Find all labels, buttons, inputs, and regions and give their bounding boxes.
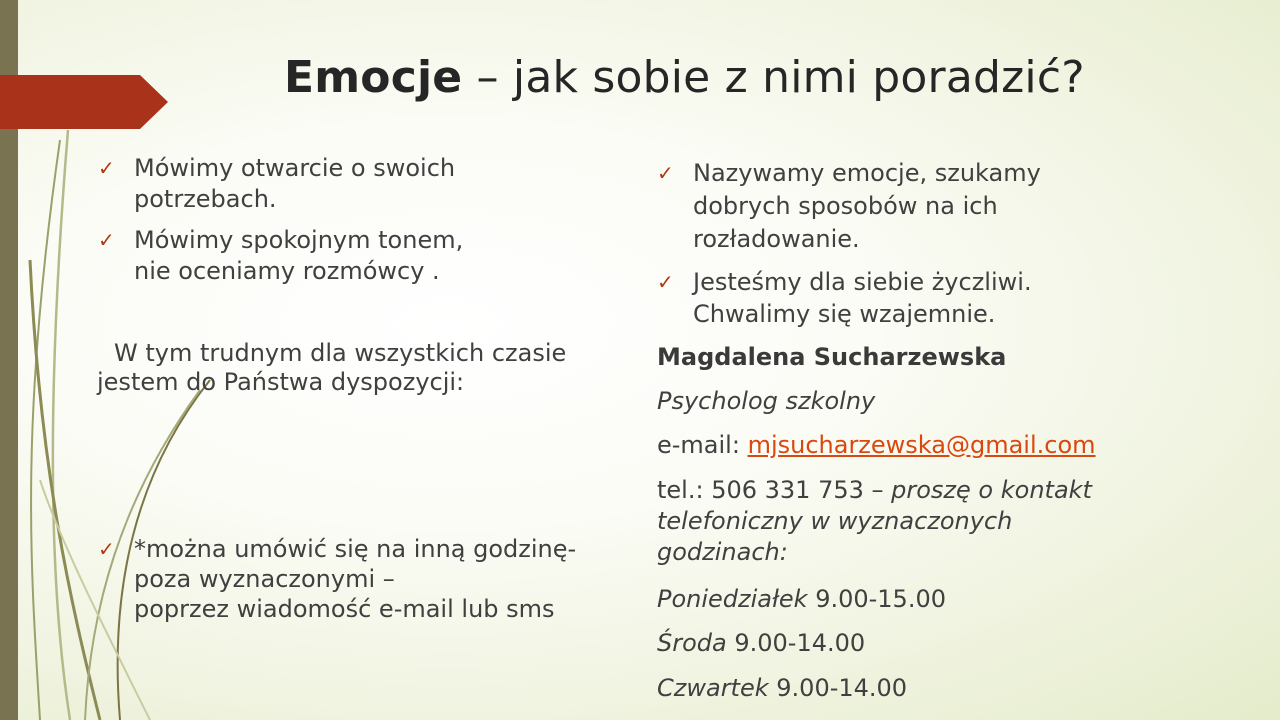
phone-note-line: telefoniczny w wyznaczonych [657, 507, 1013, 535]
check-icon: ✓ [98, 228, 115, 252]
availability-line: jestem do Państwa dyspozycji: [97, 368, 465, 396]
left-bullet-2 [98, 225, 464, 287]
left-bullet-1 [98, 153, 456, 215]
title-bold: Emocje [284, 52, 463, 103]
hours-day: Środa [657, 629, 727, 657]
hours-day: Czwartek [657, 674, 769, 702]
bullet-line: Jesteśmy dla siebie życzliwi. [693, 268, 1032, 296]
right-bullet-1 [657, 157, 1041, 256]
title-rest: – jak sobie z nimi poradzić? [462, 52, 1085, 103]
contact-role: Psycholog szkolny [657, 387, 876, 415]
phone-label: tel.: 506 331 753 – [657, 476, 892, 504]
check-icon: ✓ [657, 161, 674, 185]
hours-row-wednesday [657, 628, 865, 659]
note-line: *można umówić się na inną godzinę- [134, 535, 577, 563]
hours-time: 9.00-15.00 [807, 585, 946, 613]
hours-day: Poniedziałek [657, 585, 808, 613]
bullet-line: Nazywamy emocje, szukamy [693, 159, 1041, 187]
hours-time: 9.00-14.00 [768, 674, 908, 702]
availability-line: W tym trudnym dla wszystkich czasie [114, 339, 567, 367]
check-icon: ✓ [98, 156, 115, 180]
bullet-line: rozładowanie. [693, 225, 860, 253]
email-label: e-mail: [657, 431, 748, 459]
bullet-line: nie oceniamy rozmówcy . [134, 257, 440, 285]
hours-time: 9.00-14.00 [726, 629, 866, 657]
email-link[interactable]: mjsucharzewska@gmail.com [747, 431, 1096, 459]
right-bullet-2 [657, 266, 1032, 330]
contact-name: Magdalena Sucharzewska [657, 343, 1007, 371]
availability-text [97, 339, 566, 397]
slide-title [284, 52, 1085, 103]
hours-row-monday [657, 584, 946, 615]
title-arrow-shape [0, 75, 168, 129]
note-bullet [98, 534, 577, 624]
note-line: poza wyznaczonymi – [134, 565, 395, 593]
bullet-line: Mówimy otwarcie o swoich [134, 154, 456, 182]
contact-phone-block [657, 475, 1092, 568]
hours-row-thursday [657, 673, 907, 704]
phone-note-line: godzinach: [657, 538, 788, 566]
check-icon: ✓ [98, 537, 115, 561]
bullet-line: dobrych sposobów na ich [693, 192, 998, 220]
phone-note-line: proszę o kontakt [891, 476, 1092, 504]
contact-email-row [657, 430, 1096, 461]
check-icon: ✓ [657, 270, 674, 294]
bullet-line: Mówimy spokojnym tonem, [134, 226, 464, 254]
bullet-line: Chwalimy się wzajemnie. [693, 300, 996, 328]
bullet-line: potrzebach. [134, 185, 277, 213]
note-line: poprzez wiadomość e-mail lub sms [134, 595, 555, 623]
